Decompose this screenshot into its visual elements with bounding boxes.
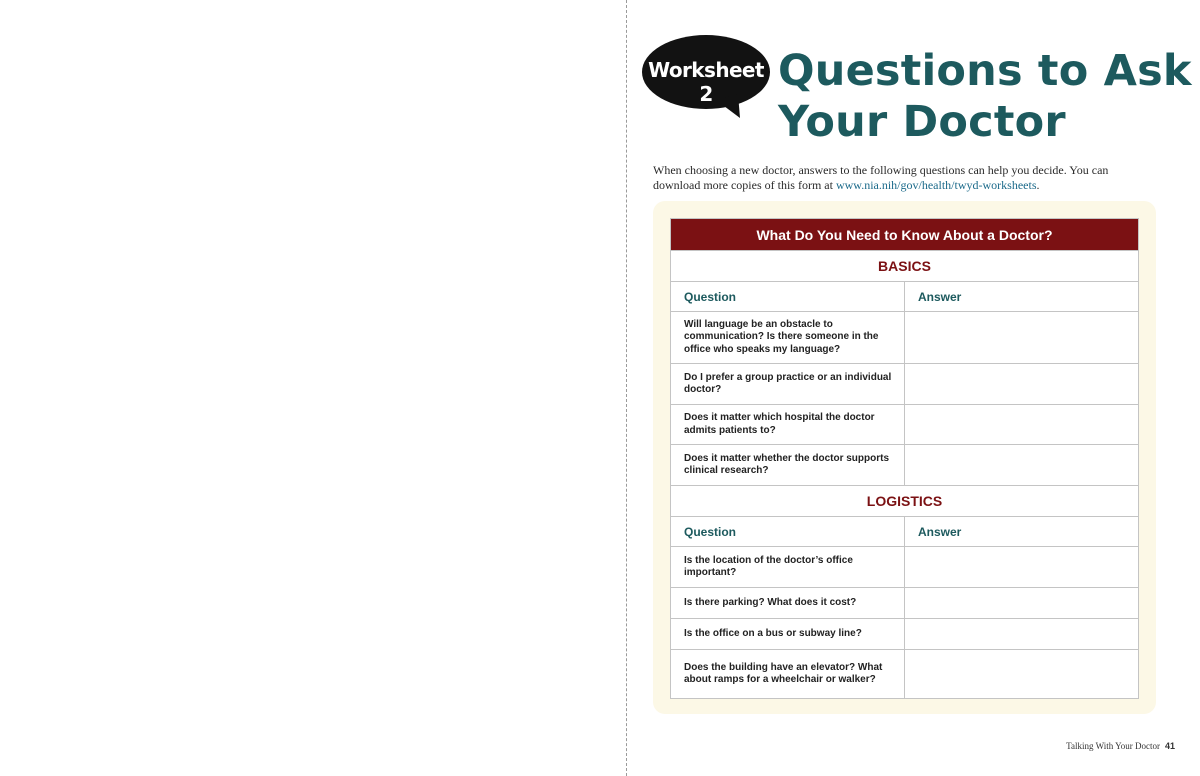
question-cell: Is the location of the doctor’s office important? — [671, 547, 905, 588]
intro-end: . — [1036, 177, 1040, 192]
table-row — [671, 547, 1139, 588]
page-title-line-1: Questions to Ask — [778, 46, 1192, 96]
question-column-header: Question — [671, 282, 905, 312]
section-logistics-row — [671, 486, 1139, 517]
section-logistics-title: LOGISTICS — [671, 486, 1139, 517]
table-row — [671, 312, 1139, 364]
question-cell: Do I prefer a group practice or an individual doctor? — [671, 364, 905, 405]
answer-cell[interactable] — [905, 547, 1139, 588]
answer-cell[interactable] — [905, 445, 1139, 486]
worksheet-badge — [642, 34, 770, 118]
answer-cell[interactable] — [905, 588, 1139, 619]
question-column-header: Question — [671, 517, 905, 547]
table-heading-row — [671, 219, 1139, 251]
page-title-line-2: Your Doctor — [778, 97, 1066, 147]
logistics-column-headers — [671, 517, 1139, 547]
page-title — [778, 46, 1192, 148]
worksheets-link[interactable]: www.nia.nih/gov/health/twyd-worksheets — [835, 177, 1037, 192]
page-number: 41 — [1164, 741, 1175, 751]
page-footer — [1000, 741, 1175, 751]
worksheet-badge-label: Worksheet 2 — [648, 58, 764, 106]
worksheet-table — [670, 218, 1139, 699]
intro-paragraph — [653, 163, 1143, 192]
table-row — [671, 445, 1139, 486]
question-cell: Does the building have an elevator? What about ramps for a wheelchair or walker? — [671, 650, 905, 699]
intro-text: When choosing a new doctor, answers to the following questions can help you decide. You can download more copies of this form at — [653, 163, 1109, 192]
table-row — [671, 650, 1139, 699]
answer-column-header: Answer — [905, 282, 1139, 312]
answer-cell[interactable] — [905, 312, 1139, 364]
answer-cell[interactable] — [905, 364, 1139, 405]
question-cell: Does it matter which hospital the doctor admits patients to? — [671, 405, 905, 445]
table-row — [671, 364, 1139, 405]
question-cell: Will language be an obstacle to communication? Is there someone in the office who speaks my language? — [671, 312, 905, 364]
answer-cell[interactable] — [905, 619, 1139, 650]
question-cell: Does it matter whether the doctor supports clinical research? — [671, 445, 905, 486]
table-heading: What Do You Need to Know About a Doctor? — [671, 219, 1139, 251]
footer-book-title: Talking With Your Doctor — [1066, 741, 1160, 751]
answer-column-header: Answer — [905, 517, 1139, 547]
section-basics-row — [671, 251, 1139, 282]
table-row — [671, 405, 1139, 445]
page-fold-line — [626, 0, 627, 776]
section-basics-title: BASICS — [671, 251, 1139, 282]
table-row — [671, 619, 1139, 650]
question-cell: Is there parking? What does it cost? — [671, 588, 905, 619]
answer-cell[interactable] — [905, 650, 1139, 699]
basics-column-headers — [671, 282, 1139, 312]
question-cell: Is the office on a bus or subway line? — [671, 619, 905, 650]
table-row — [671, 588, 1139, 619]
answer-cell[interactable] — [905, 405, 1139, 445]
